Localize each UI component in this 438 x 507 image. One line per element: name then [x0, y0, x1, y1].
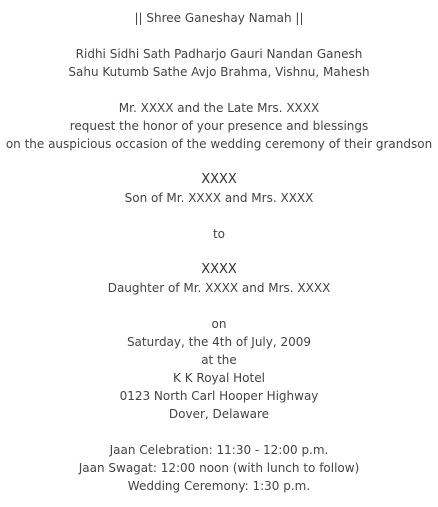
event-at-label: at the	[201, 353, 237, 367]
event-on-label: on	[211, 317, 227, 331]
invocation-line: || Shree Ganeshay Namah ||	[134, 11, 304, 25]
groom-parents: Son of Mr. XXXX and Mrs. XXXX	[124, 191, 314, 205]
hosts-line-1: Mr. XXXX and the Late Mrs. XXXX	[118, 101, 320, 115]
event-address-2: Dover, Delaware	[168, 407, 270, 421]
schedule-item: Jaan Celebration: 11:30 - 12:00 p.m.	[109, 443, 329, 457]
event-date: Saturday, the 4th of July, 2009	[126, 335, 312, 349]
hosts-line-3: on the auspicious occasion of the wedding ceremony of their grandson	[5, 137, 433, 151]
event-venue: K K Royal Hotel	[173, 371, 265, 385]
blessing-line-1: Ridhi Sidhi Sath Padharjo Gauri Nandan Ganesh	[75, 47, 363, 61]
event-address-1: 0123 North Carl Hooper Highway	[119, 389, 319, 403]
blessing-line-2: Sahu Kutumb Sathe Avjo Brahma, Vishnu, Mahesh	[68, 65, 370, 79]
schedule-item: Wedding Ceremony: 1:30 p.m.	[127, 479, 311, 493]
groom-name: XXXX	[201, 172, 237, 187]
hosts-line-2: request the honor of your presence and blessings	[69, 119, 369, 133]
schedule-item: Jaan Swagat: 12:00 noon (with lunch to follow)	[78, 461, 360, 475]
bride-name: XXXX	[201, 262, 237, 277]
connector-to: to	[212, 227, 226, 241]
bride-parents: Daughter of Mr. XXXX and Mrs. XXXX	[107, 281, 331, 295]
